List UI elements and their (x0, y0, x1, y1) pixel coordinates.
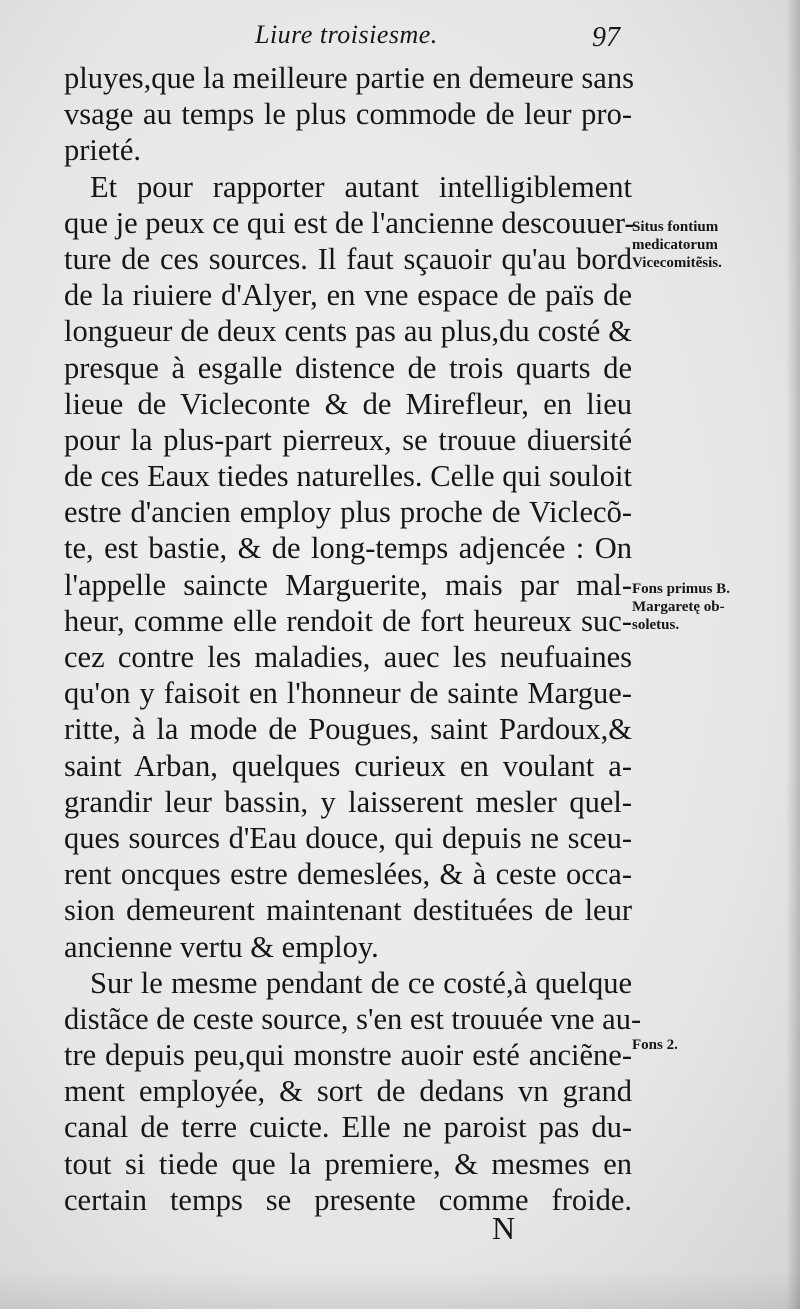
text-line: rent oncques estre demeslées, & à ceste occa- (64, 857, 632, 892)
margin-note (632, 1036, 678, 1054)
text-line: pour la plus-part pierreux, se trouue diuersité (64, 422, 632, 457)
text-line: ancienne vertu & employ. (64, 929, 379, 964)
margin-note-line: medicatorum (632, 237, 718, 253)
text-line: longueur de deux cents pas au plus,du costé & (64, 314, 632, 349)
text-line: de ces Eaux tiedes naturelles. Celle qui souloit (64, 459, 632, 494)
text-line: te, est bastie, & de long-temps adjencée : On (64, 531, 632, 566)
text-line: que je peux ce qui est de l'ancienne descouuer- (64, 205, 635, 240)
text-line: prieté. (64, 133, 142, 168)
margin-note-line: Situs fontium (632, 219, 719, 235)
margin-note-line: soletus. (632, 617, 680, 633)
running-title: Liure troisiesme. (255, 20, 438, 49)
text-line: presque à esgalle distence de trois quarts de (64, 350, 632, 385)
text-line: certain temps se presente comme froide. (64, 1182, 632, 1217)
margin-note (632, 580, 730, 634)
text-line: canal de terre cuicte. Elle ne paroist pas du- (64, 1110, 632, 1145)
margin-note (632, 218, 722, 272)
text-line: qu'on y faisoit en l'honneur de sainte Margue- (64, 676, 632, 711)
text-line: ques sources d'Eau douce, qui depuis ne sceu- (64, 820, 632, 855)
text-line: estre d'ancien employ plus proche de Viclecõ- (64, 495, 632, 530)
text-line: ment employée, & sort de dedans vn grand (64, 1074, 632, 1109)
text-line: grandir leur bassin, y laisserent mesler quel- (64, 784, 632, 819)
margin-note-line: Vicecomitẽsis. (632, 255, 722, 271)
text-line: sion demeurent maintenant destituées de leur (64, 893, 632, 928)
text-line: distãce de ceste source, s'en est trouuée vne au- (64, 1001, 642, 1036)
text-line: ritte, à la mode de Pougues, saint Pardoux,& (64, 712, 632, 747)
text-line: pluyes,que la meilleure partie en demeure sans (64, 61, 634, 95)
text-line: vsage au temps le plus commode de leur pro- (64, 97, 632, 132)
text-line: Et pour rapporter autant intelligiblement (90, 169, 632, 204)
text-line: l'appelle saincte Marguerite, mais par mal- (64, 567, 632, 602)
text-line: heur, comme elle rendoit de fort heureux suc- (64, 603, 632, 638)
signature-mark: N (492, 1210, 516, 1246)
text-line: ture de ces sources. Il faut sçauoir qu'au bord (64, 241, 632, 276)
margin-note-line: Fons primus B. (632, 581, 730, 597)
page-bottom-shadow (0, 1269, 800, 1309)
text-line: tout si tiede que la premiere, & mesmes en (64, 1146, 632, 1181)
text-line: de la riuiere d'Alyer, en vne espace de païs de (64, 278, 632, 313)
text-line: saint Arban, quelques curieux en voulant a- (64, 748, 632, 783)
page-number: 97 (592, 22, 620, 53)
page-header (60, 20, 620, 60)
margin-note-line: Fons 2. (632, 1037, 678, 1053)
margin-note-line: Margaretę ob- (632, 599, 725, 615)
text-line: Sur le mesme pendant de ce costé,à quelque (90, 965, 632, 1000)
text-line: tre depuis peu,qui monstre auoir esté anciẽne- (64, 1038, 632, 1073)
text-line: lieue de Vicleconte & de Mirefleur, en lieu (64, 386, 632, 421)
page-edge-shadow (786, 0, 800, 1309)
text-line: cez contre les maladies, auec les neufuaines (64, 640, 632, 674)
body-text (64, 60, 642, 1218)
